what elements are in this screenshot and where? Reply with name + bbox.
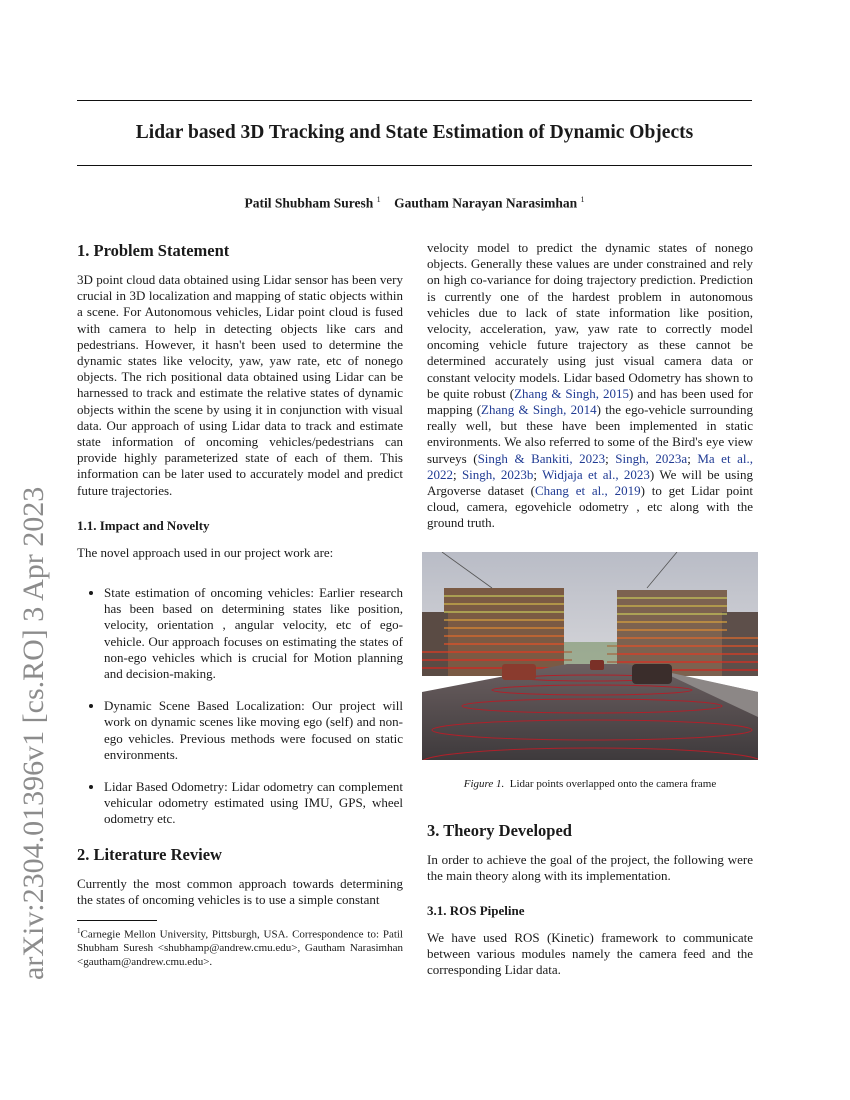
- section-heading: 3. Theory Developed: [427, 820, 572, 840]
- footnote-text: Carnegie Mellon University, Pittsburgh, USA. Correspondence to: Patil Shubham Suresh <shubhamp@andrew.cmu.edu>, Gautham Narasimhan <gautham@andrew.cmu.edu>.: [77, 928, 403, 968]
- top-rule: [77, 100, 752, 101]
- subsection-heading: 1.1. Impact and Novelty: [77, 517, 210, 533]
- list-item: • State estimation of oncoming vehicles: Earlier research has been based on determining states like position, velocity, orientation , angular velocity, etc of ego-vehicle. Our approach focuses on estimating the states of non-ego vehicles which is crucial for Motion planning and decision-making.: [104, 585, 403, 682]
- section-paragraph: 3D point cloud data obtained using Lidar sensor has been very crucial in 3D localization and mapping of static objects within a scene. For Autonomous vehicles, Lidar point cloud is fused with camera to help in detecting objects like cars and pedestrians. However, it hasn't been used to determine the dynamic states like velocity, yaw, yaw rate, etc of nonego objects. The rich positional data obtained using Lidar can be harnessed to track and estimate the relative states of dynamic objects within the scene by using it in conjunction with visual data. Our approach of using Lidar data to track and estimate state information of oncoming vehicles/pedestrians can provide highly parameterized state of each of them. This information can be later used to accurately model and predict future trajectories.: [77, 272, 403, 498]
- citation-link[interactable]: Widjaja et al., 2023: [542, 466, 650, 482]
- citation-link[interactable]: Zhang & Singh, 2015: [514, 385, 630, 401]
- building-left: [444, 588, 564, 676]
- car: [590, 660, 604, 670]
- literature-paragraph: velocity model to predict the dynamic states of nonego objects. Generally these values are under constrained and rely on high co-variance for doing trajectory prediction. Prediction is currently one of the hardest problem in autonomous vehicles due to lack of state information like position, velocity, acceleration, yaw, yaw rate to correctly model oncoming vehicle future trajectory as these cannot be determined accurately using just visual camera data or constant velocity models. Lidar based Odometry has shown to be quite robust (Zhang & Singh, 2015) and has been used for mapping (Zhang & Singh, 2014) the ego-vehicle surrounding really well, but these have been implemented in static environments. We also referred to some of the Bird's eye view surveys (Singh & Bankiti, 2023; Singh, 2023a; Ma et al., 2022; Singh, 2023b; Widjaja et al., 2023) We will be using Argoverse dataset (Chang et al., 2019) to get Lidar point cloud, camera, egovehicle odometry , etc along with the ground truth.: [427, 240, 753, 531]
- list-item: • Lidar Based Odometry: Lidar odometry can complement vehicular odometry estimated using IMU, GPS, wheel odometry etc.: [104, 779, 403, 828]
- novelty-list: [77, 585, 403, 828]
- arxiv-stamp: arXiv:2304.01396v1 [cs.RO] 3 Apr 2023: [17, 486, 50, 980]
- building-far-right: [722, 612, 758, 676]
- citation-link[interactable]: Singh & Bankiti, 2023: [477, 450, 606, 466]
- title-bottom-rule: [77, 165, 752, 166]
- citation-link[interactable]: Zhang & Singh, 2014: [481, 402, 597, 418]
- left-column: [77, 240, 403, 908]
- section-heading: 1. Problem Statement: [77, 241, 230, 260]
- footnote-mark: 1: [77, 927, 81, 935]
- section-paragraph: We have used ROS (Kinetic) framework to communicate between various modules namely the camera feed and the corresponding Lidar data.: [427, 930, 753, 978]
- citation-link[interactable]: Chang et al., 2019: [534, 483, 641, 499]
- figure-caption: [422, 778, 758, 790]
- citation-link[interactable]: Singh, 2023a: [615, 450, 688, 466]
- section-paragraph: The novel approach used in our project work are:: [77, 544, 334, 560]
- author-name: Gautham Narayan Narasimhan: [394, 195, 578, 211]
- author-affiliation-mark: 1: [376, 195, 381, 204]
- car: [632, 664, 672, 684]
- subsection-heading: 3.1. ROS Pipeline: [427, 903, 525, 919]
- right-column: [427, 240, 753, 979]
- road: [422, 664, 758, 760]
- section-heading: 2. Literature Review: [77, 844, 222, 864]
- figure-caption-text: Lidar points overlapped onto the camera frame: [509, 777, 717, 790]
- citation-link[interactable]: Ma et al., 2022: [427, 450, 753, 482]
- figure-label: Figure 1.: [463, 777, 505, 790]
- footnote: [77, 920, 403, 969]
- paper-title: Lidar based 3D Tracking and State Estimation of Dynamic Objects: [135, 122, 694, 143]
- citation-link[interactable]: Singh, 2023b: [461, 466, 534, 482]
- footnote-rule: [77, 920, 157, 921]
- car: [502, 664, 536, 680]
- list-item: • Dynamic Scene Based Localization: Our project will work on dynamic scenes like moving ego (self) and non-ego vehicles. Previous methods were focused on static environments.: [104, 698, 403, 763]
- building-right: [617, 590, 727, 676]
- section-paragraph: Currently the most common approach towards determining the states of oncoming vehicles is to use a simple constant: [77, 875, 403, 907]
- lidar-camera-figure: [422, 552, 758, 760]
- author-list: [77, 195, 752, 212]
- section-paragraph: In order to achieve the goal of the project, the following were the main theory along with its implementation.: [427, 851, 753, 883]
- author-name: Patil Shubham Suresh: [244, 195, 374, 211]
- author-affiliation-mark: 1: [580, 195, 585, 204]
